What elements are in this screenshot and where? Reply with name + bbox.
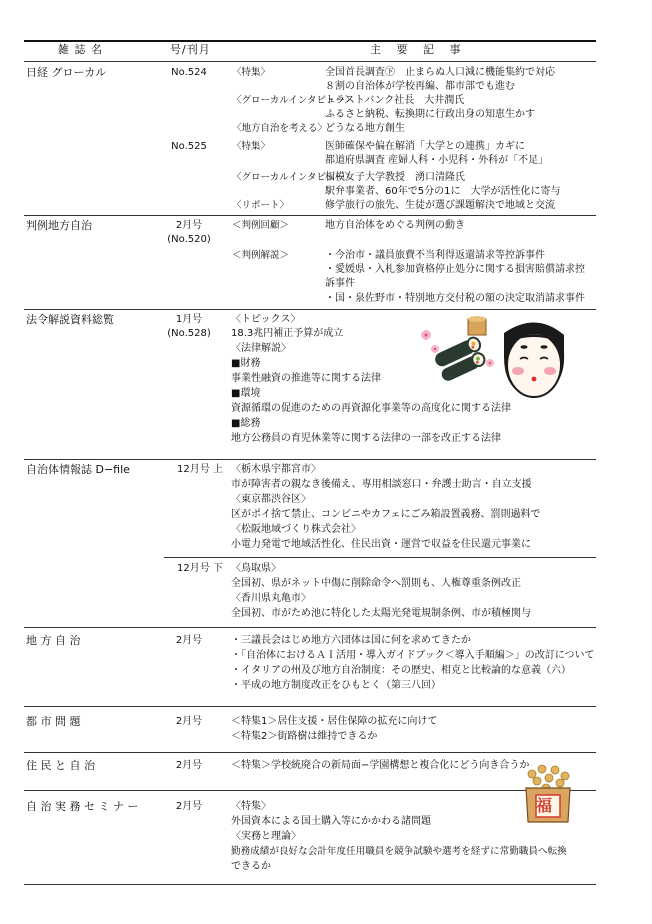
article-line: 全国初、市がため池に特化した太陽光発電規制条例、市が積極関与	[231, 608, 531, 619]
table-top-rule	[24, 40, 596, 42]
article-line: 修学旅行の旅先、生徒が選び課題解決で地域と交流	[325, 200, 555, 211]
article-line: 全国初、県がネット中傷に削除命令へ罰則も、人権尊重条例改正	[231, 578, 521, 589]
issue-number: (No.520)	[167, 234, 211, 245]
magazine-name: 地 方 自 治	[26, 634, 81, 647]
article-line: 相模女子大学教授 湧口清隆氏	[325, 172, 465, 183]
article-line: ＜特集2＞街路樹は維持できるか	[231, 731, 378, 742]
issue-number: No.525	[171, 141, 207, 152]
article-line: 医師確保や偏在解消「大学との連携」カギに	[325, 141, 525, 152]
row-divider	[24, 706, 596, 707]
article-line: ・平成の地方制度改正をひもとく（第三八回）	[231, 680, 441, 691]
sub-row-divider	[164, 557, 596, 558]
article-label: 〈実務と理論〉	[231, 831, 301, 842]
article-line: トラストバンク社長 大井潤氏	[325, 95, 465, 106]
header-issue: 号/刊月	[170, 43, 211, 56]
row-divider	[24, 627, 596, 628]
row-divider	[24, 215, 596, 216]
article-line: ・イタリアの州及び地方自治制度：その歴史、相克と比較論的な意義（六）	[231, 665, 571, 676]
magazine-name: 住 民 と 自 治	[26, 759, 95, 772]
article-label: ＜判例回顧＞	[232, 220, 290, 231]
article-line: どうなる地方創生	[325, 123, 405, 134]
article-line: ・三議長会はじめ地方六団体は国に何を求めてきたか	[231, 635, 471, 646]
magazine-name: 都 市 問 題	[26, 715, 81, 728]
article-label: 〈リポート〉	[232, 200, 290, 211]
issue-month: 2月号	[175, 635, 203, 646]
article-line: 駅弁事業者、60年で5分の1に 大学が活性化に寄与	[325, 186, 561, 197]
article-line: 市が障害者の親なき後備え、専用相談窓口・弁護士助言・自立支援	[231, 479, 532, 490]
header-rule	[24, 61, 596, 62]
article-line: ふるさと納税、転換期に行政出身の知恵生かす	[325, 109, 535, 120]
article-label: 〈東京都渋谷区〉	[231, 494, 311, 505]
magazine-name: 自治体情報誌 D−file	[26, 463, 130, 476]
issue-month: 2月号	[175, 801, 203, 812]
row-divider	[24, 790, 596, 791]
issue-number: 12月号 下	[177, 563, 223, 574]
article-line: 地方公務員の育児休業等に関する法律の一部を改正する法律	[231, 433, 501, 444]
row-divider	[24, 309, 596, 310]
article-line: 18.3兆円補正予算が成立	[231, 328, 344, 339]
header-articles: 主 要 記 事	[370, 43, 467, 56]
article-line: 外国資本による国土購入等にかかわる諸問題	[231, 816, 431, 827]
article-label: ＜判例解説＞	[232, 250, 290, 261]
article-line: 都道府県調査 産婦人科・小児科・外科が「不足」	[325, 155, 549, 166]
article-line: 全国首長調査㊦ 止まらぬ人口減に機能集約で対応	[325, 67, 555, 78]
article-label: 〈特集〉	[232, 67, 271, 78]
article-line: ＜特集＞学校統廃合の新局面−学園構想と複合化にどう向き合うか	[231, 760, 530, 771]
article-line: できるか	[231, 861, 271, 872]
header-magazine: 雑 誌 名	[58, 43, 103, 56]
fukumasu-label: 福	[536, 796, 553, 815]
fukumasu-illustration	[522, 764, 574, 824]
article-category: ■環境	[231, 388, 261, 399]
table-bottom-rule	[24, 884, 596, 885]
article-label: 〈特集〉	[232, 141, 271, 152]
article-label: 〈グローカルインタビュー〉	[232, 172, 355, 183]
article-label: 〈栃木県宇都宮市〉	[231, 464, 321, 475]
article-label: 〈香川県丸亀市〉	[231, 593, 311, 604]
magazine-name: 日経 グローカル	[26, 66, 107, 79]
issue-month: 2月号	[175, 220, 203, 231]
article-line: ＜特集1＞居住支援・居住保障の拡充に向けて	[231, 716, 438, 727]
article-line: ８割の自治体が学校再編、都市部でも進む	[325, 81, 515, 92]
issue-number: No.524	[171, 67, 207, 78]
issue-number: (No.528)	[167, 328, 211, 339]
article-label: 〈鳥取県〉	[231, 563, 281, 574]
article-label: 〈トピックス〉	[231, 314, 301, 325]
article-label: 〈特集〉	[231, 801, 271, 812]
row-divider	[24, 752, 596, 753]
article-line: 事業性融資の推進等に関する法律	[231, 373, 381, 384]
article-category: ■総務	[231, 418, 261, 429]
article-line: ・今治市・議員旅費不当利得返還請求等控訴事件	[325, 250, 545, 261]
issue-month: 2月号	[175, 716, 203, 727]
article-category: ■財務	[231, 358, 261, 369]
magazine-name: 判例地方自治	[26, 219, 92, 232]
article-line: 小電力発電で地域活性化、住民出資・運営で収益を住民還元事業に	[231, 539, 531, 550]
ehomaki-okame-illustration	[418, 313, 568, 405]
article-line: ・「自治体におけるＡＩ活用・導入ガイドブック＜導入手順編＞」の改訂について	[231, 650, 595, 661]
article-line: 資源循環の促進のための再資源化事業等の高度化に関する法律	[231, 403, 511, 414]
article-line: ・国・泉佐野市・特別地方交付税の額の決定取消請求事件	[325, 293, 585, 304]
article-label: 〈地方自治を考える〉	[232, 123, 328, 134]
magazine-name: 自 治 実 務 セ ミ ナ ー	[26, 800, 139, 813]
magazine-name: 法令解説資料総覧	[26, 313, 114, 326]
issue-month: 1月号	[175, 314, 203, 325]
article-line: 訴事件	[325, 278, 355, 289]
issue-number: 12月号 上	[177, 464, 223, 475]
article-label: 〈法律解説〉	[231, 343, 291, 354]
article-line: 勤務成績が良好な会計年度任用職員を競争試験や選考を経ずに常勤職員へ転換	[231, 846, 567, 857]
row-divider	[24, 459, 596, 460]
article-line: 区がポイ捨て禁止、コンビニやカフェにごみ箱設置義務、罰則過料で	[231, 509, 541, 520]
article-label: 〈グローカルインタビュー〉	[232, 95, 355, 106]
issue-month: 2月号	[175, 760, 203, 771]
article-label: 〈松阪地域づくり株式会社〉	[231, 524, 361, 535]
article-line: ・愛媛県・入札参加資格停止処分に関する損害賠償請求控	[325, 264, 585, 275]
article-line: 地方自治体をめぐる判例の動き	[325, 220, 465, 231]
